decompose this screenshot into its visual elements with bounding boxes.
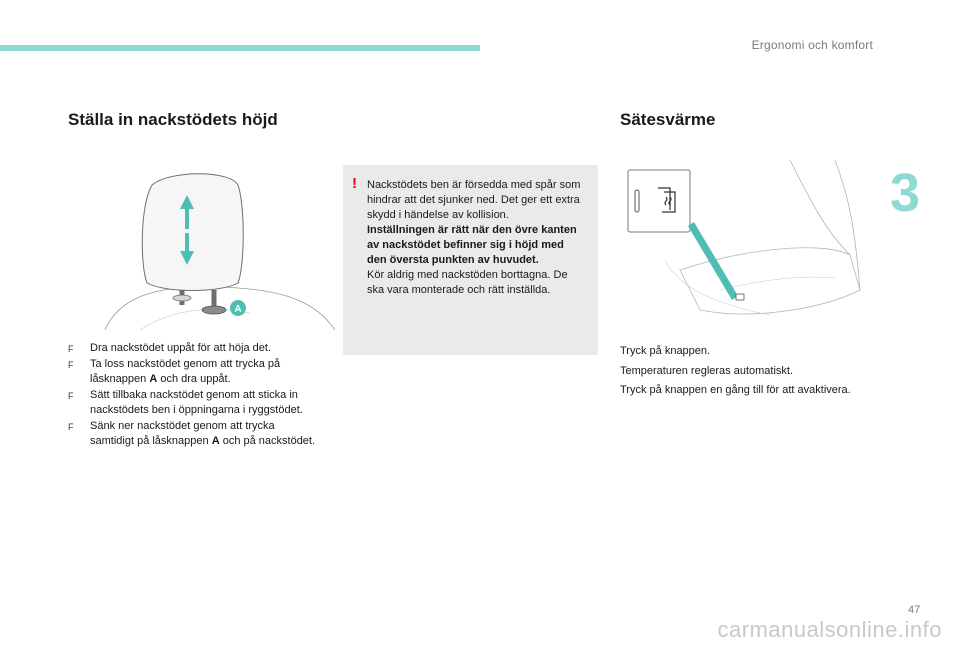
list-item bbox=[68, 341, 318, 357]
seat-side-trim bbox=[720, 277, 835, 290]
headrest-shape bbox=[142, 174, 243, 291]
bullet-icon: F bbox=[68, 421, 74, 432]
switch-inset-box bbox=[628, 170, 690, 232]
step-text: Sätt tillbaka nackstödet genom att sticka in nackstödets ben i öppningarna i ryggstödet. bbox=[90, 388, 303, 416]
lock-button-sleeve bbox=[202, 306, 226, 314]
list-item bbox=[68, 388, 318, 419]
headrest-illustration bbox=[100, 165, 340, 335]
pointer-line-icon bbox=[688, 222, 738, 300]
instruction-deactivate: Tryck på knappen en gång till för att avaktivera. bbox=[620, 384, 851, 396]
page-number: 47 bbox=[908, 604, 921, 616]
warning-text-final: Kör aldrig med nackstöden borttagna. De ska vara monterade och rätt inställda. bbox=[367, 269, 568, 296]
warning-box bbox=[343, 165, 598, 355]
step-bold: A bbox=[149, 373, 158, 385]
bullet-icon: F bbox=[68, 359, 74, 370]
instruction-auto: Temperaturen regleras automatiskt. bbox=[620, 365, 794, 377]
seat-heating-heading: Sätesvärme bbox=[620, 110, 716, 129]
instruction-press: Tryck på knappen. bbox=[620, 345, 711, 357]
headrest-heading: Ställa in nackstödets höjd bbox=[68, 110, 278, 129]
step-text-after: och på nackstödet. bbox=[219, 435, 316, 447]
warning-text: Nackstödets ben är försedda med spår som hindrar att det sjunker ned. Det ger ett extra skydd i händelse av kollision. bbox=[367, 179, 581, 221]
step-text-after: och dra uppåt. bbox=[157, 373, 231, 385]
step-bold: A bbox=[211, 435, 220, 447]
label-a: A bbox=[234, 304, 242, 315]
list-item bbox=[68, 419, 318, 450]
headrest-steps-list bbox=[68, 341, 318, 450]
seat-back-line-2 bbox=[835, 160, 860, 290]
header-accent-bar bbox=[0, 45, 480, 51]
step-text: Ta loss nackstödet genom att trycka på låsknappen bbox=[90, 357, 281, 385]
seat-back-line bbox=[790, 160, 850, 255]
step-text: Sänk ner nackstödet genom att trycka samtidigt på låsknappen bbox=[90, 419, 275, 447]
bullet-icon: F bbox=[68, 344, 74, 354]
section-title: Ergonomi och komfort bbox=[751, 38, 873, 52]
step-text: Dra nackstödet uppåt för att höja det. bbox=[90, 342, 272, 354]
watermark: carmanualsonline.info bbox=[717, 617, 942, 642]
switch-on-seat-icon bbox=[736, 294, 744, 300]
warning-text-bold: Inställningen är rätt när den övre kanten av nackstödet befinner sig i höjd med den översta punkten av huvudet. bbox=[367, 224, 577, 266]
post-sleeve-left bbox=[173, 295, 191, 301]
warning-icon: ! bbox=[352, 175, 357, 192]
list-item bbox=[68, 357, 318, 388]
chapter-number: 3 bbox=[890, 163, 921, 223]
seat-heating-illustration bbox=[620, 160, 870, 330]
bullet-icon: F bbox=[68, 390, 74, 401]
